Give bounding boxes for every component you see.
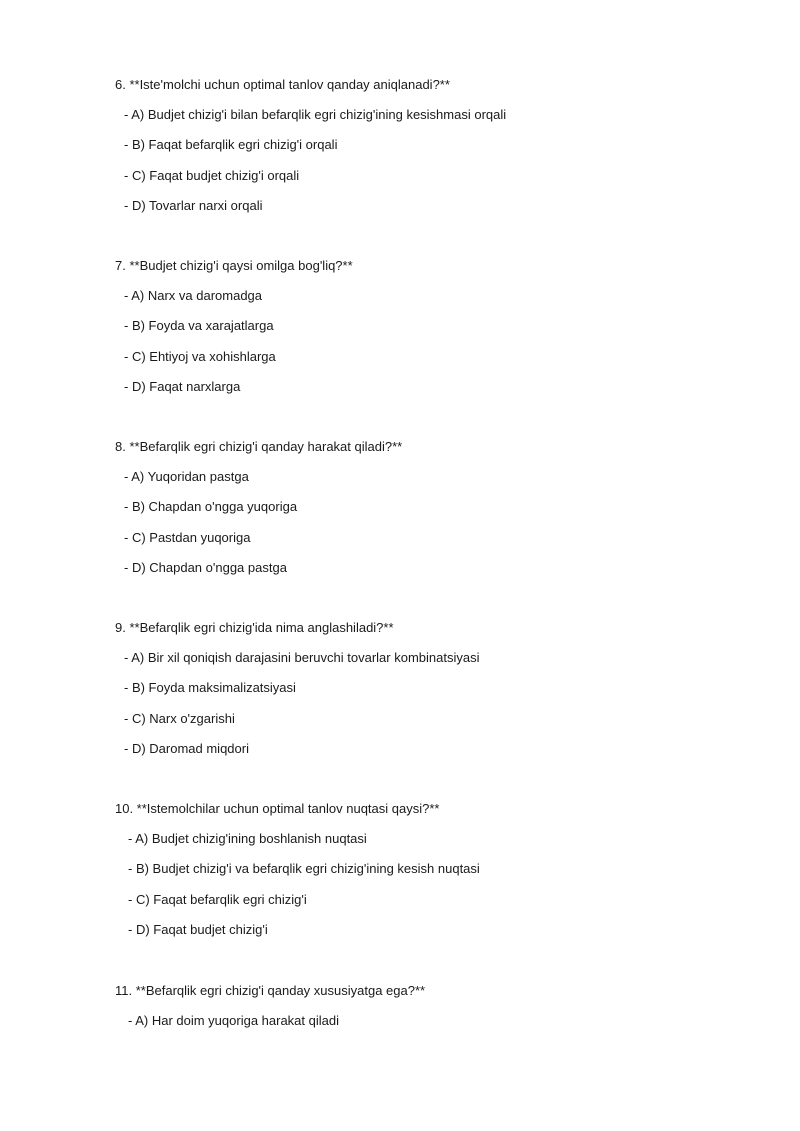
answer-option-d: - D) Daromad miqdori <box>124 740 249 756</box>
question-title: 8. **Befarqlik egri chizig'i qanday harakat qiladi?** <box>115 439 403 454</box>
answer-option-c: - C) Narx o'zgarishi <box>124 710 235 726</box>
question-11 <box>115 983 755 1029</box>
question-title: 10. **Istemolchilar uchun optimal tanlov nuqtasi qaysi?** <box>115 801 440 816</box>
question-6 <box>115 77 755 214</box>
answer-option-a: - A) Yuqoridan pastga <box>124 469 249 485</box>
answer-option-d: - D) Faqat narxlarga <box>124 378 241 394</box>
answer-option-a: - A) Narx va daromadga <box>124 288 263 304</box>
answer-option-a: - A) Budjet chizig'ining boshlanish nuqtasi <box>128 831 367 847</box>
question-title: 9. **Befarqlik egri chizig'ida nima anglashiladi?** <box>115 620 394 635</box>
answer-option-c: - C) Pastdan yuqoriga <box>124 529 251 545</box>
answer-option-d: - D) Chapdan o'ngga pastga <box>124 559 287 575</box>
answer-option-a: - A) Har doim yuqoriga harakat qiladi <box>128 1013 339 1029</box>
answer-option-c: - C) Faqat befarqlik egri chizig'i <box>128 891 307 907</box>
question-10 <box>115 801 755 938</box>
answer-option-b: - B) Chapdan o'ngga yuqoriga <box>124 499 298 515</box>
answer-option-b: - B) Foyda va xarajatlarga <box>124 318 274 334</box>
question-9 <box>115 620 755 757</box>
answer-option-b: - B) Budjet chizig'i va befarqlik egri chizig'ining kesish nuqtasi <box>128 861 480 877</box>
question-7 <box>115 258 755 395</box>
answer-option-c: - C) Ehtiyoj va xohishlarga <box>124 348 276 364</box>
answer-option-b: - B) Faqat befarqlik egri chizig'i orqali <box>124 137 338 153</box>
question-title: 11. **Befarqlik egri chizig'i qanday xususiyatga ega?** <box>115 983 426 998</box>
answer-option-b: - B) Foyda maksimalizatsiyasi <box>124 680 296 696</box>
answer-option-d: - D) Faqat budjet chizig'i <box>128 921 268 937</box>
question-8 <box>115 439 755 576</box>
answer-option-c: - C) Faqat budjet chizig'i orqali <box>124 167 300 183</box>
answer-option-d: - D) Tovarlar narxi orqali <box>124 197 263 213</box>
answer-option-a: - A) Bir xil qoniqish darajasini beruvchi tovarlar kombinatsiyasi <box>124 650 480 666</box>
question-title: 7. **Budjet chizig'i qaysi omilga bog'liq?** <box>115 258 353 273</box>
answer-option-a: - A) Budjet chizig'i bilan befarqlik egri chizig'ining kesishmasi orqali <box>124 107 507 123</box>
question-title: 6. **Iste'molchi uchun optimal tanlov qanday aniqlanadi?** <box>115 77 450 92</box>
